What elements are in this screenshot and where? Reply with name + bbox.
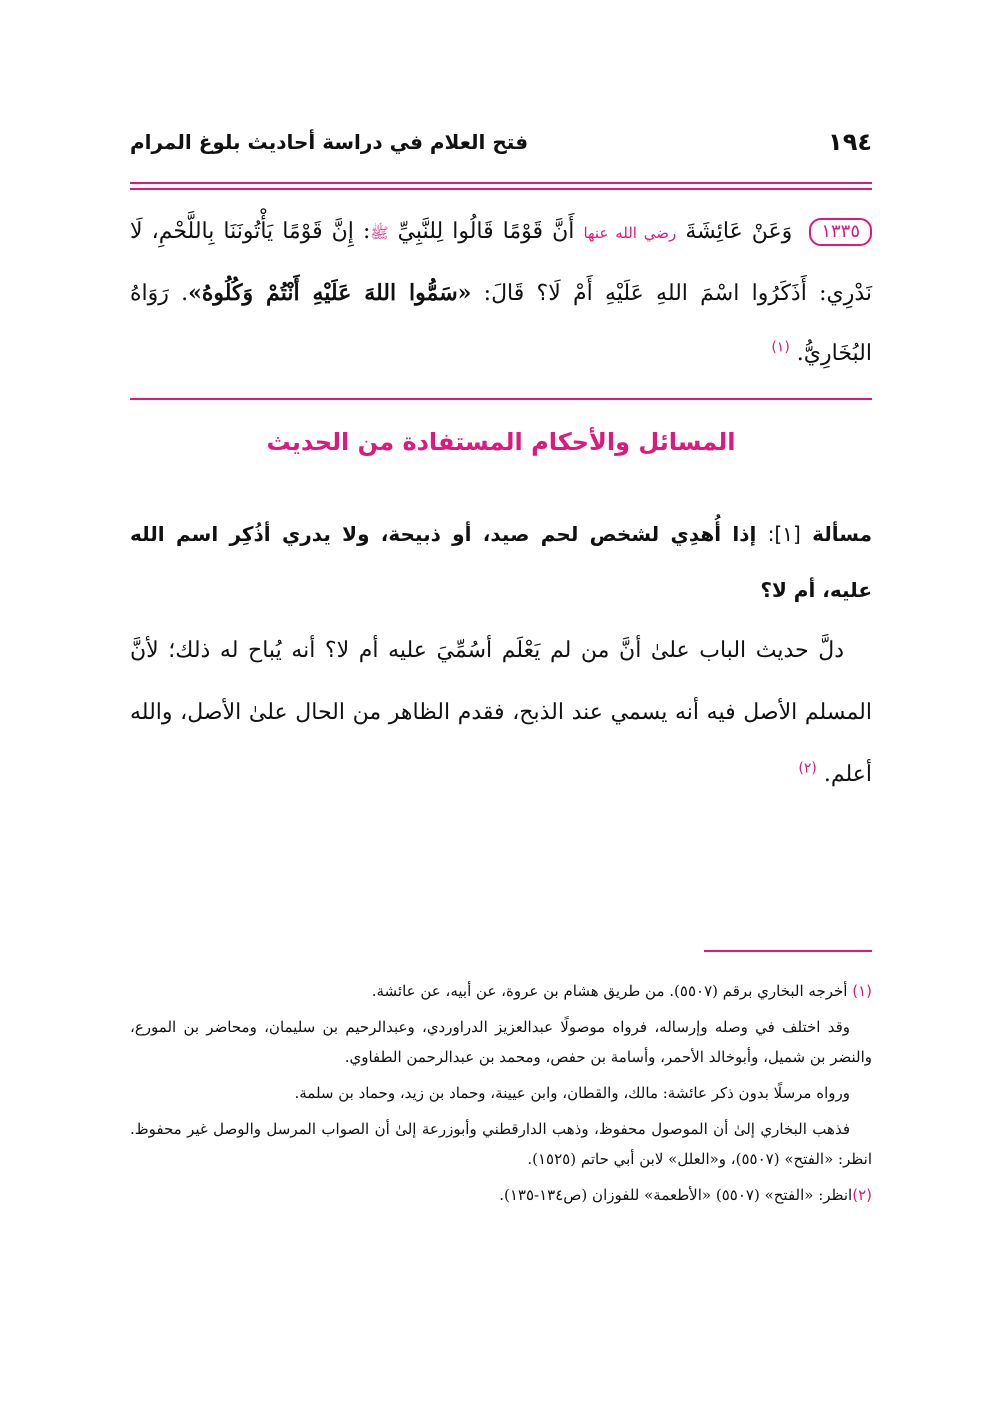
- header-rule-bottom: [130, 188, 872, 190]
- hadith-bottom-rule: [130, 398, 872, 400]
- prophet-quote: «سَمُّوا اللهَ عَلَيْهِ أَنْتُمْ وَكُلُوهُ»: [188, 280, 472, 306]
- footnote-2-text: انظر: «الفتح» (٥٥٠٧) «الأطعمة» للفوزان (ص١٣٤-١٣٥).: [499, 1186, 853, 1204]
- footnote-separator: [704, 950, 872, 952]
- footnote-ref-2[interactable]: (٢): [798, 760, 817, 777]
- footnote-1-line3: ورواه مرسلًا بدون ذكر عائشة: مالك، والقطان، وابن عيينة، وحماد بن زيد، وحماد بن سلمة.: [294, 1084, 850, 1102]
- header-rule-top: [130, 182, 872, 184]
- footnote-1-line4: فذهب البخاري إلىٰ أن الموصول محفوظ، وذهب الدارقطني وأبوزرعة إلىٰ أن الصواب المرسل والوصل غير محفوظ. انظر: «الفتح» (٥٥٠٧)، و«العلل» لابن أبي حاتم (١٥٢٥).: [130, 1120, 872, 1168]
- hadith-text-part1: وَعَنْ عَائِشَةَ: [685, 219, 793, 244]
- hadith-text: [130, 202, 872, 384]
- issue-label: مسألة: [812, 522, 872, 546]
- page-header: [130, 128, 872, 168]
- issue-number: [١]:: [767, 522, 801, 546]
- hadith-text-part2: أَنَّ قَوْمًا قَالُوا لِلنَّبِيِّ: [397, 219, 575, 244]
- hadith-text-part3: : إِنَّ قَوْمًا يَأْتُونَنَا بِاللَّحْمِ، لَا نَدْرِي: أَذَكَرُوا اسْمَ اللهِ عَلَيْهِ أَمْ لَا؟ قَالَ:: [130, 219, 873, 306]
- body-paragraph-text: دلَّ حديث الباب علىٰ أنَّ من لم يَعْلَم أسُمِّيَ عليه أم لا؟ أنه يُباح له ذلك؛ لأنَّ المسلم الأصل فيه أنه يسمي عند الذبح، فقدم الظاهر من الحال علىٰ الأصل، والله أعلم.: [130, 638, 872, 787]
- footnote-1-number: (١): [852, 982, 872, 1000]
- footnote-1-line1: [130, 976, 872, 1006]
- footnote-1-text: أخرجه البخاري برقم (٥٥٠٧). من طريق هشام بن عروة، عن أبيه، عن عائشة.: [371, 982, 848, 1000]
- footnote-2: [130, 1180, 872, 1210]
- issue-heading: [130, 506, 872, 618]
- page-number: ١٩٤: [828, 128, 872, 156]
- hadith-number-badge: ١٣٣٥: [809, 218, 872, 246]
- honorific-radiya-icon: رضي الله عنها: [583, 224, 677, 242]
- issue-question: إذا أُهدِي لشخص لحم صيد، أو ذبيحة، ولا يدري أذُكِر اسم الله عليه، أم لا؟: [130, 522, 872, 602]
- footnote-ref-1[interactable]: (١): [771, 339, 790, 356]
- book-title: فتح العلام في دراسة أحاديث بلوغ المرام: [130, 130, 529, 154]
- footnote-2-number: (٢): [852, 1186, 872, 1204]
- hadith-text-part4: . رَوَاهُ البُخَارِيُّ.: [130, 281, 872, 366]
- footnotes: [130, 976, 872, 1216]
- footnote-1-line2: وقد اختلف في وصله وإرساله، فرواه موصولًا عبدالعزيز الدراوردي، وعبدالرحيم بن سليمان، ومحاضر بن المورع، والنضر بن شميل، وأبوخالد الأحمر، وأسامة بن حفص، ومحمد بن عبدالرحمن الطفاوي.: [130, 1018, 872, 1066]
- section-heading: المسائل والأحكام المستفادة من الحديث: [266, 428, 736, 456]
- body-paragraph: [130, 620, 872, 806]
- honorific-salla-icon: ﷺ: [370, 224, 389, 242]
